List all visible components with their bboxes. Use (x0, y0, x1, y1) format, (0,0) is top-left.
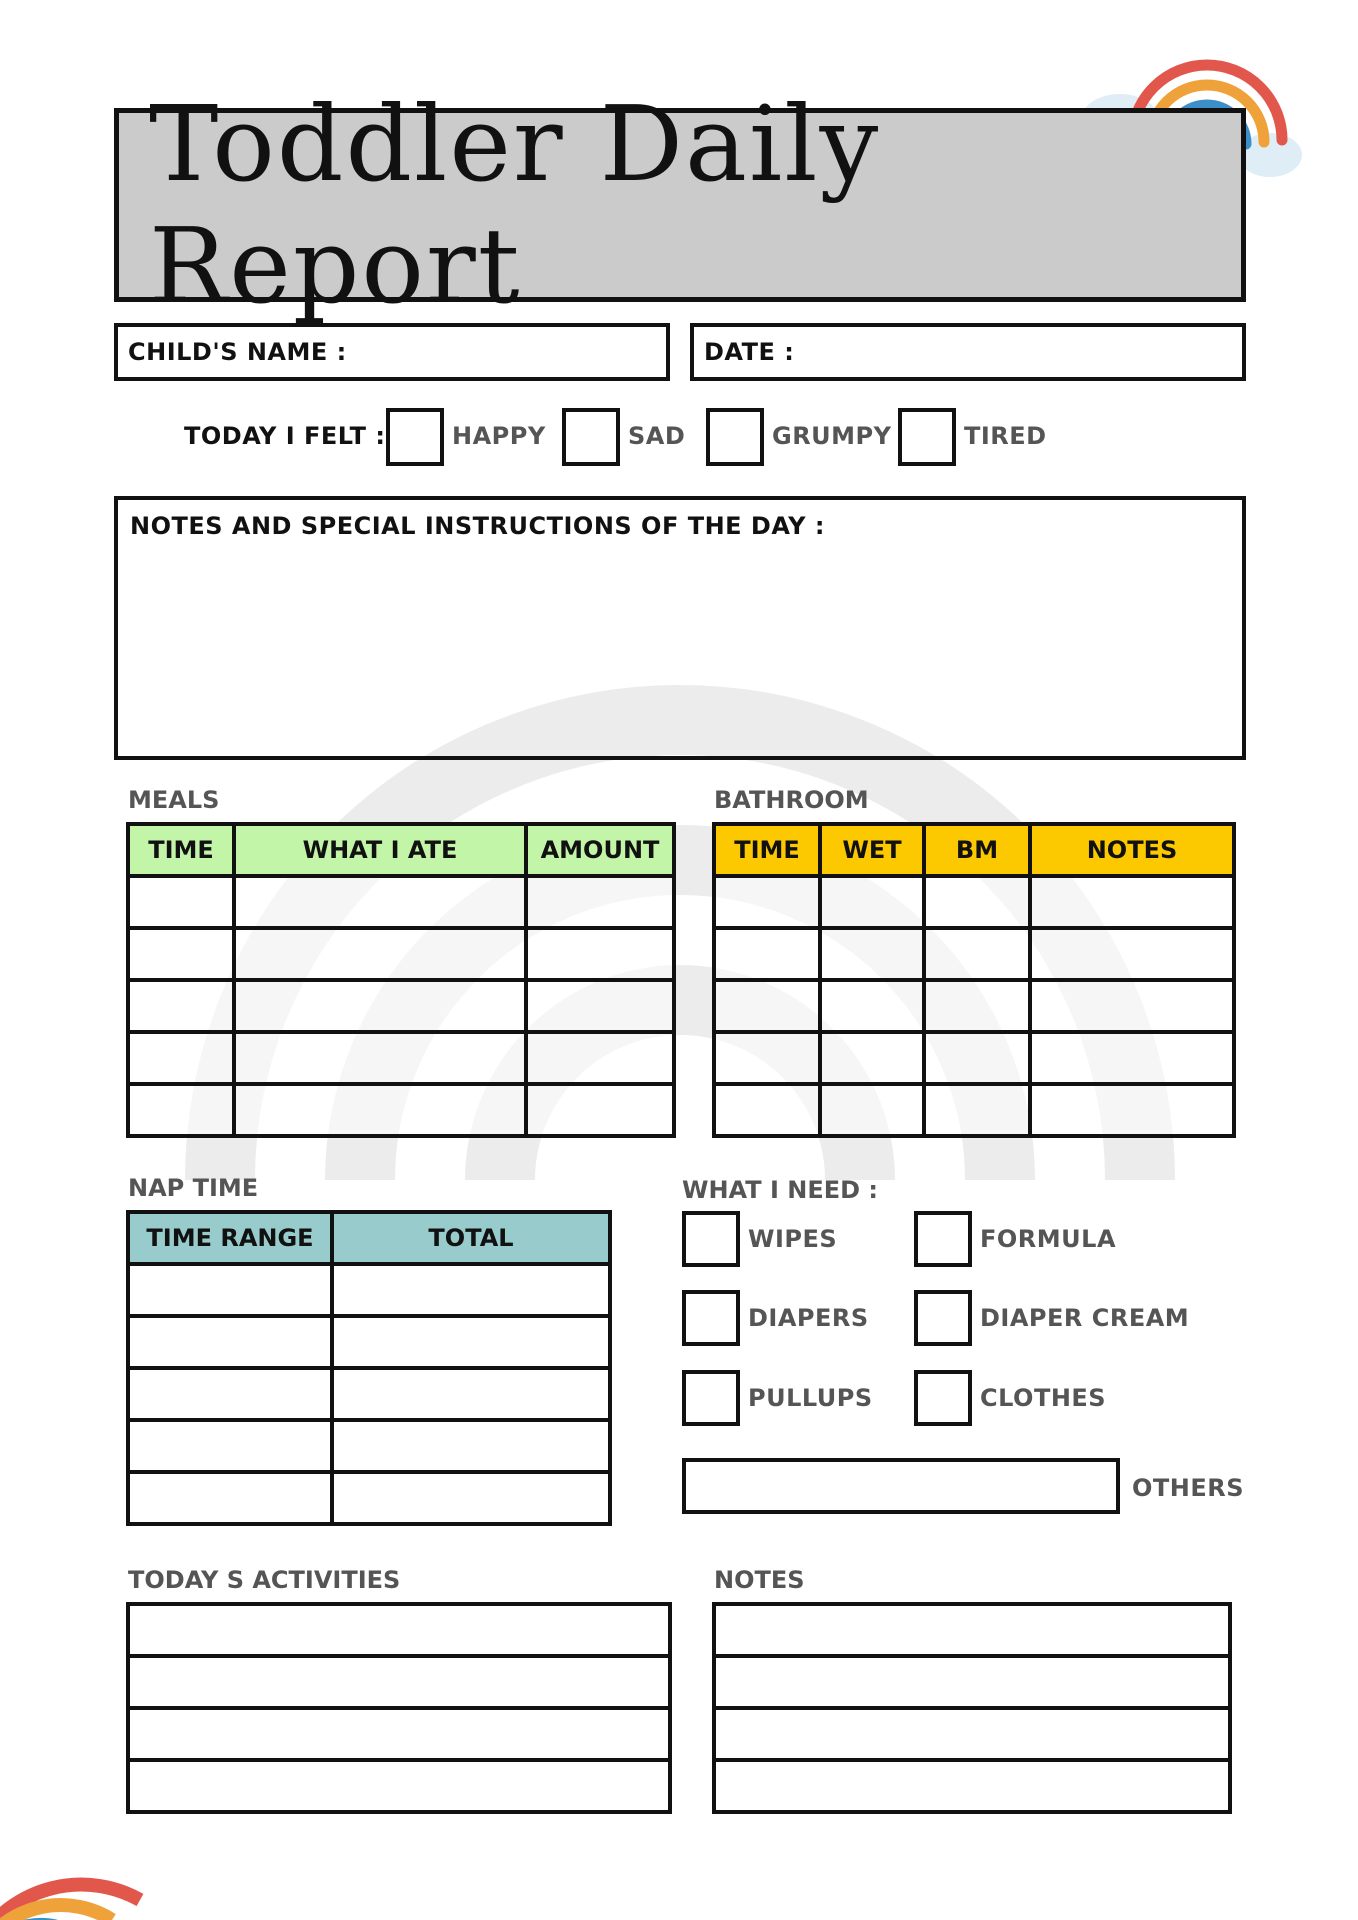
title-banner (114, 83, 1246, 327)
table-cell[interactable] (714, 980, 820, 1032)
table-row (128, 1032, 674, 1084)
table-cell[interactable] (234, 1032, 526, 1084)
table-row (128, 928, 674, 980)
meals-label: MEALS (128, 786, 220, 814)
page-title: Toddler Daily Report (149, 83, 881, 327)
bathroom-label: BATHROOM (714, 786, 869, 814)
table-cell[interactable] (1030, 876, 1234, 928)
table-cell[interactable] (526, 1084, 674, 1136)
table-cell[interactable] (234, 980, 526, 1032)
mood-label: TODAY I FELT : (184, 422, 386, 450)
mood-sad-label: SAD (628, 422, 686, 450)
table-cell[interactable] (820, 876, 924, 928)
table-cell[interactable] (128, 1760, 670, 1812)
table-cell[interactable] (1030, 928, 1234, 980)
table-row (714, 1708, 1230, 1760)
table-cell[interactable] (526, 928, 674, 980)
table-cell[interactable] (332, 1420, 610, 1472)
table-cell[interactable] (1030, 980, 1234, 1032)
table-cell[interactable] (526, 876, 674, 928)
table-row (714, 1604, 1230, 1656)
table-cell[interactable] (128, 1032, 234, 1084)
table-row (128, 1472, 610, 1524)
nap-table (126, 1210, 612, 1526)
table-row (714, 928, 1234, 980)
table-cell[interactable] (128, 1708, 670, 1760)
table-cell[interactable] (924, 1032, 1030, 1084)
table-cell[interactable] (820, 1032, 924, 1084)
mood-grumpy-label: GRUMPY (772, 422, 892, 450)
table-cell[interactable] (1030, 1084, 1234, 1136)
table-cell[interactable] (128, 1084, 234, 1136)
need-diapers-label: DIAPERS (748, 1304, 869, 1332)
table-cell[interactable] (128, 1264, 332, 1316)
table-row (128, 876, 674, 928)
table-cell[interactable] (714, 1084, 820, 1136)
notes-label: NOTES (714, 1566, 805, 1594)
table-cell[interactable] (714, 928, 820, 980)
table-cell[interactable] (128, 1472, 332, 1524)
need-clothes-label: CLOTHES (980, 1384, 1107, 1412)
table-cell[interactable] (128, 876, 234, 928)
table-row (128, 1708, 670, 1760)
table-cell[interactable] (526, 980, 674, 1032)
table-cell[interactable] (128, 1316, 332, 1368)
nap-header-total: TOTAL (332, 1212, 610, 1264)
mood-happy-checkbox[interactable] (386, 408, 444, 466)
others-input[interactable] (682, 1458, 1120, 1514)
table-row (128, 980, 674, 1032)
table-row (128, 1420, 610, 1472)
table-cell[interactable] (1030, 1032, 1234, 1084)
child-name-label: CHILD'S NAME : (128, 338, 347, 366)
need-pullups-checkbox[interactable] (682, 1370, 740, 1426)
mood-happy-label: HAPPY (452, 422, 546, 450)
table-cell[interactable] (128, 1656, 670, 1708)
activities-table (126, 1602, 672, 1814)
table-cell[interactable] (128, 1420, 332, 1472)
table-cell[interactable] (924, 928, 1030, 980)
nap-label: NAP TIME (128, 1174, 259, 1202)
date-label: DATE : (704, 338, 795, 366)
need-wipes-label: WIPES (748, 1225, 838, 1253)
notes-instructions-label: NOTES AND SPECIAL INSTRUCTIONS OF THE DAY : (130, 512, 825, 540)
table-cell[interactable] (234, 876, 526, 928)
table-cell[interactable] (332, 1368, 610, 1420)
table-row (128, 1656, 670, 1708)
mood-grumpy-checkbox[interactable] (706, 408, 764, 466)
bathroom-header-notes: NOTES (1030, 824, 1234, 876)
need-diaper-cream-label: DIAPER CREAM (980, 1304, 1190, 1332)
meals-header-amount: AMOUNT (526, 824, 674, 876)
bathroom-header-time: TIME (714, 824, 820, 876)
others-label: OTHERS (1132, 1474, 1245, 1502)
table-cell[interactable] (924, 980, 1030, 1032)
child-name-field[interactable] (114, 323, 670, 381)
date-field[interactable] (690, 323, 1246, 381)
meals-header-what: WHAT I ATE (234, 824, 526, 876)
table-cell[interactable] (714, 1656, 1230, 1708)
bathroom-header-bm: BM (924, 824, 1030, 876)
need-diapers-checkbox[interactable] (682, 1290, 740, 1346)
table-cell[interactable] (714, 1032, 820, 1084)
table-row (128, 1264, 610, 1316)
notes-instructions-box[interactable] (114, 496, 1246, 760)
table-row (128, 1084, 674, 1136)
nap-header-time-range: TIME RANGE (128, 1212, 332, 1264)
notes-table (712, 1602, 1232, 1814)
table-cell[interactable] (714, 1604, 1230, 1656)
meals-table (126, 822, 676, 1138)
table-row (714, 1760, 1230, 1812)
table-cell[interactable] (332, 1264, 610, 1316)
table-cell[interactable] (128, 928, 234, 980)
table-row (128, 1368, 610, 1420)
table-cell[interactable] (128, 1368, 332, 1420)
table-cell[interactable] (924, 1084, 1030, 1136)
mood-tired-label: TIRED (964, 422, 1047, 450)
table-cell[interactable] (714, 876, 820, 928)
mood-tired-checkbox[interactable] (898, 408, 956, 466)
need-diaper-cream-checkbox[interactable] (914, 1290, 972, 1346)
need-wipes-checkbox[interactable] (682, 1211, 740, 1267)
table-row (714, 876, 1234, 928)
table-row (128, 1316, 610, 1368)
table-cell[interactable] (234, 1084, 526, 1136)
table-row (714, 1084, 1234, 1136)
table-cell[interactable] (924, 876, 1030, 928)
need-formula-label: FORMULA (980, 1225, 1117, 1253)
table-cell[interactable] (714, 1760, 1230, 1812)
meals-header-time: TIME (128, 824, 234, 876)
table-row (714, 1032, 1234, 1084)
table-cell[interactable] (234, 928, 526, 980)
table-cell[interactable] (820, 1084, 924, 1136)
mood-sad-checkbox[interactable] (562, 408, 620, 466)
table-row (714, 980, 1234, 1032)
table-cell[interactable] (526, 1032, 674, 1084)
needs-label: WHAT I NEED : (682, 1176, 879, 1204)
table-cell[interactable] (820, 928, 924, 980)
table-cell[interactable] (332, 1316, 610, 1368)
table-row (128, 1760, 670, 1812)
activities-label: TODAY S ACTIVITIES (128, 1566, 401, 1594)
need-clothes-checkbox[interactable] (914, 1370, 972, 1426)
table-cell[interactable] (332, 1472, 610, 1524)
bathroom-table (712, 822, 1236, 1138)
need-formula-checkbox[interactable] (914, 1211, 972, 1267)
table-cell[interactable] (128, 1604, 670, 1656)
table-row (714, 1656, 1230, 1708)
table-cell[interactable] (714, 1708, 1230, 1760)
need-pullups-label: PULLUPS (748, 1384, 873, 1412)
bathroom-header-wet: WET (820, 824, 924, 876)
table-cell[interactable] (128, 980, 234, 1032)
table-row (128, 1604, 670, 1656)
table-cell[interactable] (820, 980, 924, 1032)
